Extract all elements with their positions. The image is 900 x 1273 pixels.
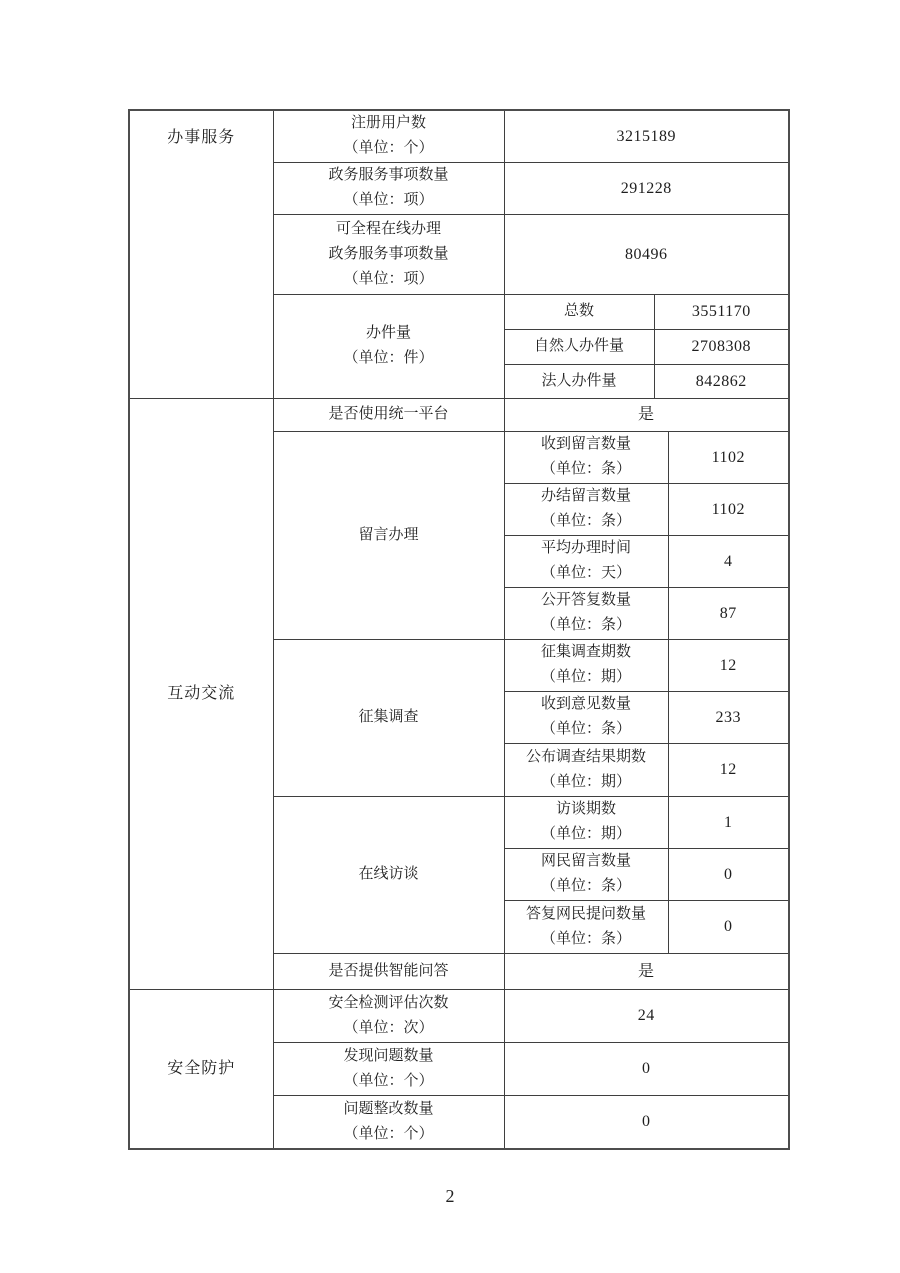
sub-label-cell: [504, 535, 668, 587]
unit-label: （单位：期）: [540, 826, 631, 842]
item-label: 政务服务事项数量: [328, 167, 449, 183]
unit-label: （单位：项）: [343, 270, 434, 287]
value-cell: 0: [504, 1042, 789, 1095]
sub-label-cell: [504, 691, 668, 743]
table-row: [129, 110, 789, 162]
group-label-cell: 在线访谈: [273, 796, 504, 953]
sub-label: 办结留言数量: [540, 488, 631, 504]
sub-label: 访谈期数: [555, 801, 616, 817]
sub-label: 公开答复数量: [540, 592, 631, 608]
value-cell: 233: [668, 691, 789, 743]
value-cell: 87: [668, 587, 789, 639]
sub-label-cell: [504, 743, 668, 796]
category-cell-security: 安全防护: [129, 989, 273, 1149]
sub-label: 答复网民提问数量: [525, 905, 646, 922]
item-label-cell: [273, 1042, 504, 1095]
unit-label: （单位：条）: [540, 721, 631, 737]
item-label: 可全程在线办理: [335, 220, 441, 237]
unit-label: （单位：期）: [540, 669, 631, 685]
unit-label: （单位：次）: [343, 1019, 434, 1036]
table-row: [129, 989, 789, 1042]
unit-label: （单位：条）: [540, 513, 631, 529]
item-label: 安全检测评估次数: [328, 994, 449, 1011]
item-label-cell: [273, 110, 504, 162]
value-cell: 291228: [504, 162, 789, 214]
value-cell: 0: [668, 900, 789, 953]
sub-label: 平均办理时间: [540, 540, 631, 556]
sub-label-cell: [504, 639, 668, 691]
group-label: 办件量: [365, 325, 411, 341]
value-cell: 3551170: [654, 294, 789, 329]
sub-label-cell: 法人办件量: [504, 364, 654, 398]
group-label-cell: [273, 294, 504, 398]
unit-label: （单位：条）: [540, 617, 631, 633]
group-label-cell: 留言办理: [273, 431, 504, 639]
value-cell: 0: [504, 1095, 789, 1149]
value-cell: 12: [668, 743, 789, 796]
value-cell: 80496: [504, 214, 789, 294]
unit-label: （单位：个）: [343, 1072, 434, 1089]
unit-label: （单位：天）: [540, 565, 631, 581]
sub-label: 网民留言数量: [540, 853, 631, 869]
sub-label: 公布调查结果期数: [525, 748, 646, 765]
category-cell-services: 办事服务: [129, 110, 273, 398]
item-label-cell: [273, 162, 504, 214]
item-label-cell: 是否使用统一平台: [273, 398, 504, 431]
value-cell: 12: [668, 639, 789, 691]
category-cell-interaction: 互动交流: [129, 398, 273, 989]
unit-label: （单位：条）: [540, 461, 631, 477]
unit-label: （单位：条）: [540, 878, 631, 894]
value-cell: 1: [668, 796, 789, 848]
value-cell: 24: [504, 989, 789, 1042]
value-cell: 是: [504, 953, 789, 989]
sub-label-cell: [504, 796, 668, 848]
unit-label: （单位：件）: [343, 350, 434, 366]
value-cell: 1102: [668, 483, 789, 535]
item-label-cell: [273, 989, 504, 1042]
statistics-table: [128, 109, 790, 1150]
item-label: 发现问题数量: [343, 1047, 434, 1064]
value-cell: 0: [668, 848, 789, 900]
sub-label: 收到留言数量: [540, 436, 631, 452]
value-cell: 842862: [654, 364, 789, 398]
sub-label-cell: [504, 587, 668, 639]
sub-label-cell: [504, 431, 668, 483]
value-cell: 2708308: [654, 329, 789, 364]
group-label-cell: 征集调查: [273, 639, 504, 796]
table-row: [129, 398, 789, 431]
sub-label-cell: [504, 483, 668, 535]
item-label-cell: [273, 214, 504, 294]
unit-label: （单位：个）: [343, 1125, 434, 1142]
item-label: 问题整改数量: [343, 1100, 434, 1117]
value-cell: 是: [504, 398, 789, 431]
sub-label-cell: 自然人办件量: [504, 329, 654, 364]
value-cell: 3215189: [504, 110, 789, 162]
sub-label-cell: [504, 848, 668, 900]
value-cell: 4: [668, 535, 789, 587]
item-label-cell: [273, 1095, 504, 1149]
unit-label: （单位：期）: [540, 773, 631, 790]
sub-label: 征集调查期数: [540, 644, 631, 660]
sub-label-cell: 总数: [504, 294, 654, 329]
item-label: 注册用户数: [350, 115, 426, 132]
page-number: 2: [445, 1186, 455, 1206]
sub-label: 收到意见数量: [540, 696, 631, 712]
unit-label: （单位：项）: [343, 192, 434, 208]
sub-label-cell: [504, 900, 668, 953]
unit-label: （单位：个）: [343, 140, 434, 157]
item-label: 政务服务事项数量: [328, 245, 449, 262]
unit-label: （单位：条）: [540, 930, 631, 947]
value-cell: 1102: [668, 431, 789, 483]
item-label-cell: 是否提供智能问答: [273, 953, 504, 989]
